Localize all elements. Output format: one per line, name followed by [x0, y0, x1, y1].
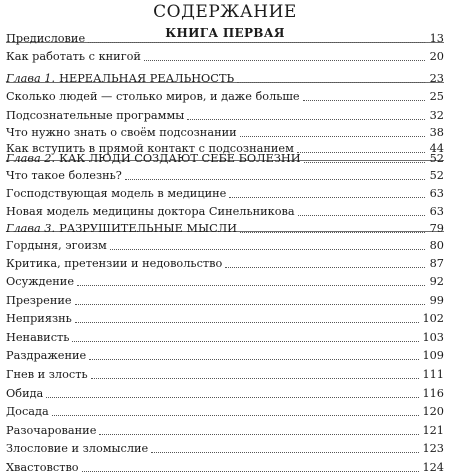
dot-leader	[303, 100, 425, 101]
book-heading: КНИГА ПЕРВАЯ	[165, 26, 285, 40]
toc-entry[interactable]	[6, 205, 444, 219]
page-number: 32	[429, 109, 444, 122]
entry-title: Предисловие	[6, 32, 86, 45]
entry-title: Как работать с книгой	[6, 50, 141, 63]
toc-entry[interactable]	[6, 349, 444, 363]
page-number: 92	[429, 275, 444, 288]
page-number: 79	[429, 222, 444, 235]
toc-entry[interactable]	[6, 109, 444, 123]
page-number: 120	[422, 405, 444, 418]
dot-leader	[229, 197, 425, 198]
dot-leader	[72, 341, 419, 342]
page-number: 99	[429, 294, 444, 307]
entry-title: Осуждение	[6, 275, 75, 288]
toc-entry[interactable]	[6, 368, 444, 382]
entry-title: Подсознательные программы	[6, 109, 185, 122]
chapter-entry[interactable]	[6, 222, 444, 236]
page-number: 63	[429, 205, 444, 218]
dot-leader	[46, 397, 419, 398]
entry-title: Раздражение	[6, 349, 87, 362]
dot-leader	[151, 452, 419, 453]
entry-title: Хвастовство	[6, 461, 79, 474]
entry-title: НЕРЕАЛЬНАЯ РЕАЛЬНОСТЬ	[59, 72, 235, 85]
page-number: 121	[422, 424, 444, 437]
page-number: 123	[422, 442, 444, 455]
toc-entry[interactable]	[6, 424, 444, 438]
dot-leader	[187, 119, 425, 120]
toc-entry[interactable]	[6, 275, 444, 289]
entry-title: Обида	[6, 387, 44, 400]
page-number: 38	[429, 126, 444, 139]
toc-entry[interactable]	[6, 32, 444, 46]
page-number: 23	[429, 72, 444, 85]
entry-title: Сколько людей — столько миров, и даже больше	[6, 90, 300, 103]
toc-entry[interactable]	[6, 442, 444, 456]
toc-entry[interactable]	[6, 331, 444, 345]
dot-leader	[82, 471, 420, 472]
entry-title: Досада	[6, 405, 49, 418]
page-number: 20	[429, 50, 444, 63]
entry-title: Новая модель медицины доктора Синельникова	[6, 205, 295, 218]
toc-entry[interactable]	[6, 50, 444, 64]
entry-title: Критика, претензии и недовольство	[6, 257, 223, 270]
entry-title: Неприязнь	[6, 312, 72, 325]
entry-title: Что нужно знать о своём подсознании	[6, 126, 237, 139]
dot-leader	[91, 378, 420, 379]
page-number: 44	[429, 142, 444, 155]
dot-leader	[75, 322, 420, 323]
entry-title: Гнев и злость	[6, 368, 88, 381]
toc-entry[interactable]	[6, 461, 444, 475]
dot-leader	[52, 415, 420, 416]
page-title: СОДЕРЖАНИЕ	[153, 2, 297, 22]
entry-title: Разочарование	[6, 424, 97, 437]
dot-leader	[304, 162, 425, 163]
toc-entry[interactable]	[6, 257, 444, 271]
dot-leader	[240, 232, 425, 233]
page-number: 111	[422, 368, 444, 381]
chapter-number: Глава 3.	[6, 222, 56, 235]
entry-title: КАК ЛЮДИ СОЗДАЮТ СЕБЕ БОЛЕЗНИ	[59, 152, 301, 165]
page-number: 103	[422, 331, 444, 344]
chapter-number: Глава 1.	[6, 72, 56, 85]
chapter-entry[interactable]	[6, 72, 444, 86]
toc-entry[interactable]	[6, 387, 444, 401]
page-number: 25	[429, 90, 444, 103]
page-number: 13	[429, 32, 444, 45]
entry-title: Злословие и зломыслие	[6, 442, 149, 455]
page-number: 63	[429, 187, 444, 200]
entry-title: Что такое болезнь?	[6, 169, 122, 182]
entry-title: Гордыня, эгоизм	[6, 239, 107, 252]
page-number: 102	[422, 312, 444, 325]
page-number: 109	[422, 349, 444, 362]
toc-entry[interactable]	[6, 294, 444, 308]
toc-entry[interactable]	[6, 90, 444, 104]
toc-entry[interactable]	[6, 126, 444, 140]
toc-entry[interactable]	[6, 312, 444, 326]
entry-title: Презрение	[6, 294, 72, 307]
dot-leader	[125, 179, 425, 180]
toc-entry[interactable]	[6, 187, 444, 201]
page-number: 124	[422, 461, 444, 474]
dot-leader	[225, 267, 425, 268]
toc-entry[interactable]	[6, 405, 444, 419]
dot-leader	[237, 82, 425, 83]
toc-entry[interactable]	[6, 169, 444, 183]
page-number: 80	[429, 239, 444, 252]
page-number: 87	[429, 257, 444, 270]
entry-title: Ненависть	[6, 331, 70, 344]
chapter-entry[interactable]	[6, 152, 444, 166]
toc-entry[interactable]	[6, 239, 444, 253]
dot-leader	[110, 249, 425, 250]
dot-leader	[89, 359, 419, 360]
dot-leader	[88, 42, 425, 43]
dot-leader	[77, 285, 425, 286]
dot-leader	[298, 215, 425, 216]
page-number: 52	[429, 169, 444, 182]
dot-leader	[240, 136, 425, 137]
chapter-number: Глава 2.	[6, 152, 56, 165]
page-number: 116	[422, 387, 444, 400]
entry-title: Господствующая модель в медицине	[6, 187, 227, 200]
entry-title: Как вступить в прямой контакт с подсознанием	[6, 142, 294, 155]
entry-title: РАЗРУШИТЕЛЬНЫЕ МЫСЛИ	[59, 222, 238, 235]
page-number: 52	[429, 152, 444, 165]
dot-leader	[75, 304, 425, 305]
dot-leader	[144, 60, 425, 61]
